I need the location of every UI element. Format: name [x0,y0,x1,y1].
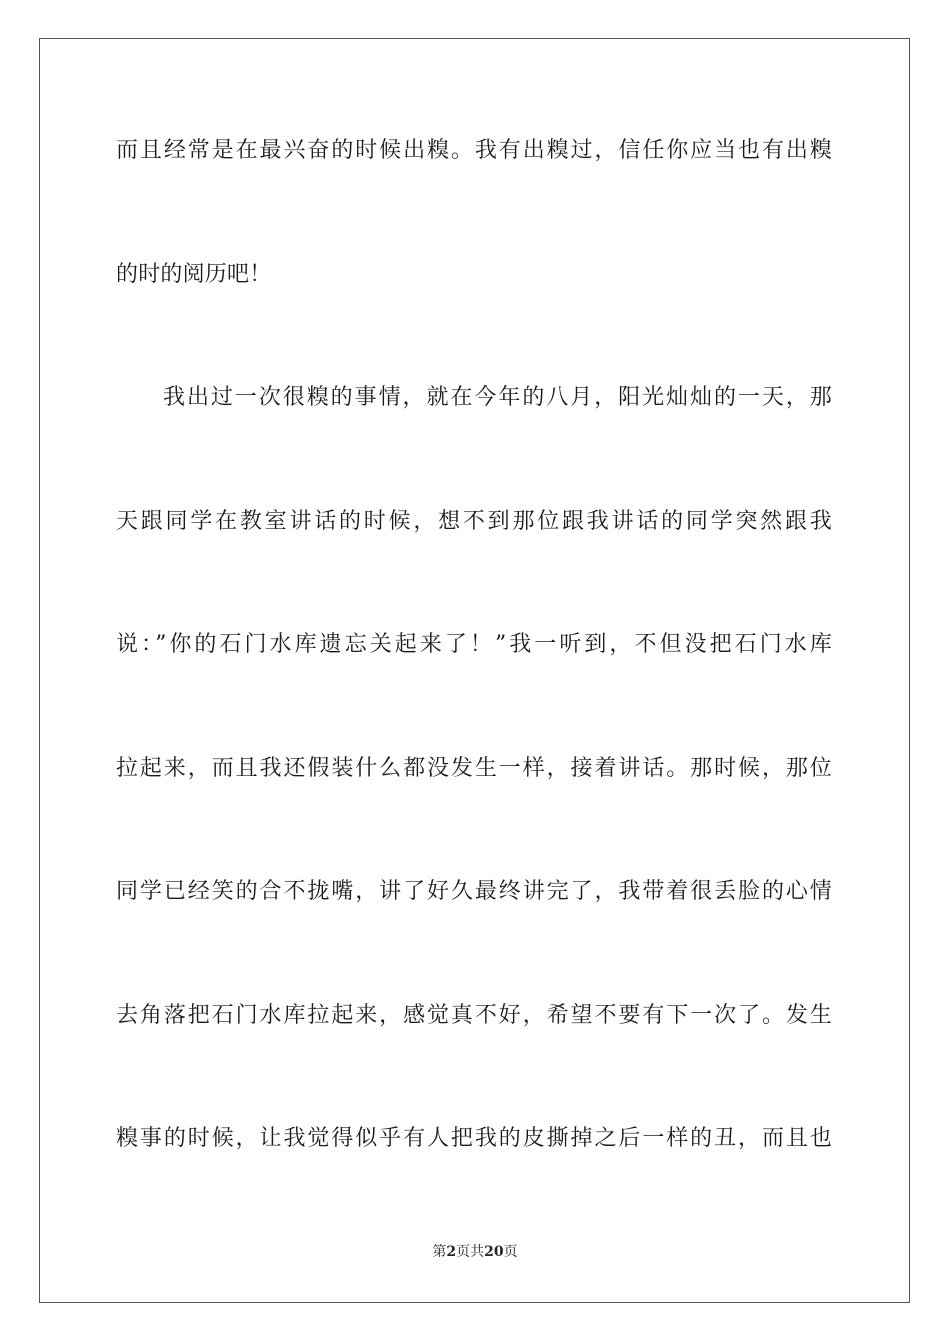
text-line: 去角落把石门水库拉起来，感觉真不好，希望不要有下一次了。发生 [116,1003,832,1028]
text-line: 拉起来，而且我还假装什么都没发生一样，接着讲话。那时候，那位 [116,756,832,781]
text-line: 同学已经笑的合不拢嘴，讲了好久最终讲完了，我带着很丢脸的心情 [116,879,832,904]
text-line: 而且经常是在最兴奋的时候出糗。我有出糗过，信任你应当也有出糗 [116,138,832,163]
text-line-paragraph-start: 我出过一次很糗的事情，就在今年的八月，阳光灿灿的一天，那 [163,385,832,410]
text-line: 的时的阅历吧！ [116,262,272,287]
page-prefix: 第 [432,1244,447,1260]
page-number: 2 [446,1244,457,1260]
total-pages: 20 [484,1244,504,1260]
page-suffix: 页 [456,1244,471,1260]
page-border [39,38,910,1303]
page-footer [0,1243,950,1261]
text-line: 天跟同学在教室讲话的时候，想不到那位跟我讲话的同学突然跟我 [116,509,832,534]
text-line: 糗事的时候，让我觉得似乎有人把我的皮撕掉之后一样的丑，而且也 [116,1126,832,1151]
text-line: 说：”你的石门水库遗忘关起来了！”我一听到，不但没把石门水库 [116,632,832,657]
total-prefix: 共 [470,1244,485,1260]
total-suffix: 页 [503,1244,518,1260]
